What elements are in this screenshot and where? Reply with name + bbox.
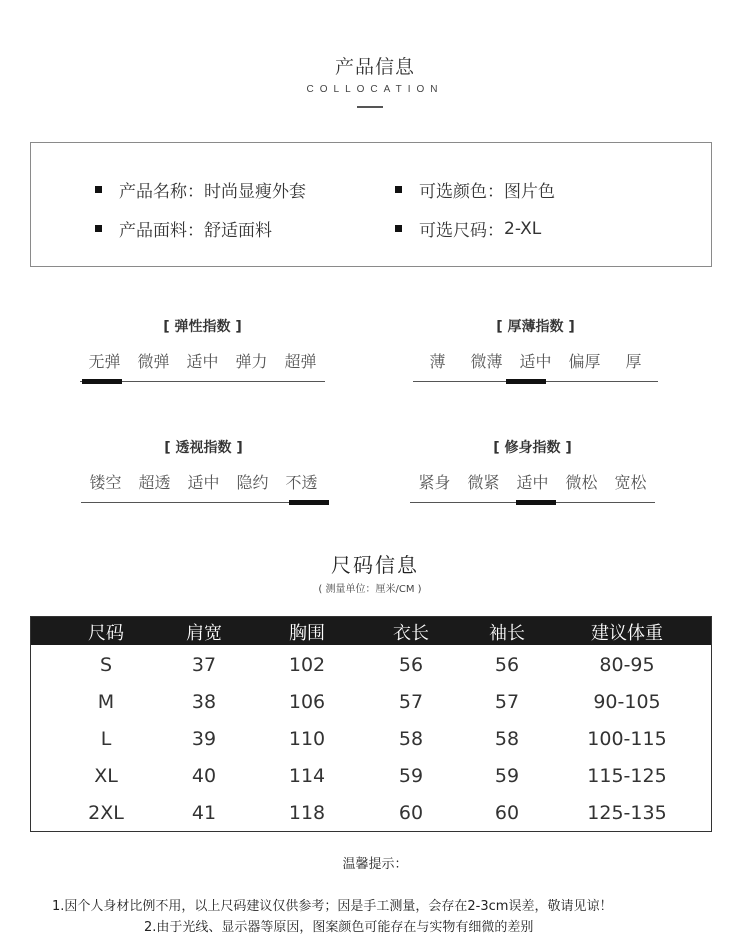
info-value: 2-XL: [504, 218, 542, 239]
scale-option: 微紧: [467, 473, 500, 492]
scale-option: 无弹: [88, 352, 121, 371]
scale-title: [ 弹性指数 ]: [163, 319, 242, 335]
info-label: 可选颜色: [419, 182, 487, 202]
scale-option: 超透: [138, 473, 171, 492]
info-value: 图片色: [504, 182, 555, 202]
table-cell: 106: [288, 691, 326, 713]
info-item-size: 可选尺码 ： 2-XL: [395, 216, 541, 241]
table-cell: 59: [398, 765, 424, 787]
table-row: [31, 728, 711, 765]
size-unit: ( 测量单位：厘米/CM ): [318, 584, 422, 595]
size-title: 尺码信息: [331, 553, 419, 577]
bullet-icon: [395, 225, 402, 232]
scale-option: 薄: [429, 352, 446, 371]
scale-option: 厚: [625, 352, 642, 371]
table-cell: 100-115: [587, 728, 667, 750]
scale-option: 偏厚: [568, 352, 601, 371]
table-cell: 57: [398, 691, 424, 713]
header-cell: 建议体重: [591, 623, 663, 644]
notes-title: 温馨提示：: [342, 857, 408, 872]
scale-title: [ 透视指数 ]: [164, 440, 243, 456]
scale-selected-marker: [289, 500, 329, 505]
table-cell: XL: [94, 765, 118, 787]
scale-selected-marker: [506, 379, 546, 384]
page-title: 产品信息: [334, 56, 415, 78]
note-line: 1.因个人身材比例不用，以上尺码建议仅供参考；因是手工测量，会存在2-3cm误差，敬请见谅！: [52, 899, 613, 914]
table-cell: 90-105: [593, 691, 661, 713]
table-cell: 125-135: [587, 802, 667, 824]
product-info-box: [30, 142, 712, 267]
title-divider: [357, 106, 383, 108]
table-cell: 57: [494, 691, 520, 713]
table-row: [31, 654, 711, 691]
scale-option: 适中: [186, 352, 219, 371]
table-row: [31, 691, 711, 728]
scale-title: [ 厚薄指数 ]: [496, 319, 575, 335]
table-cell: 60: [494, 802, 520, 824]
scale-option: 隐约: [236, 473, 269, 492]
info-item-name: 产品名称 ： 时尚显瘦外套: [95, 177, 306, 202]
table-cell: 114: [288, 765, 326, 787]
table-cell: M: [97, 691, 115, 713]
bullet-icon: [95, 186, 102, 193]
info-value: 舒适面料: [204, 221, 272, 241]
table-cell: 41: [191, 802, 217, 824]
table-cell: 56: [494, 654, 520, 676]
scale-option: 紧身: [418, 473, 451, 492]
page-subtitle: COLLOCATION: [306, 84, 444, 95]
info-item-color: 可选颜色 ： 图片色: [395, 177, 555, 202]
table-cell: 118: [288, 802, 326, 824]
info-label: 产品面料: [119, 221, 187, 241]
header-cell: 胸围: [289, 623, 325, 644]
scale-options: [81, 470, 326, 493]
table-header: [31, 617, 711, 645]
header-cell: 袖长: [489, 623, 525, 644]
scale-selected-marker: [516, 500, 556, 505]
scale-option: 弹力: [235, 352, 268, 371]
table-row: [31, 765, 711, 802]
header-cell: 尺码: [88, 623, 124, 644]
table-cell: 115-125: [587, 765, 667, 787]
table-cell: 60: [398, 802, 424, 824]
scale-option: 微弹: [137, 352, 170, 371]
table-cell: 40: [191, 765, 217, 787]
header-cell: 肩宽: [186, 623, 222, 644]
scale-option: 微松: [565, 473, 598, 492]
scale-option: 适中: [519, 352, 552, 371]
table-row: [31, 802, 711, 839]
scale-options: [410, 470, 655, 493]
table-cell: 58: [494, 728, 520, 750]
table-cell: 38: [191, 691, 217, 713]
scale-option: 适中: [516, 473, 549, 492]
table-cell: 102: [288, 654, 326, 676]
scale-option: 适中: [187, 473, 220, 492]
table-cell: 56: [398, 654, 424, 676]
info-item-fabric: 产品面料 ： 舒适面料: [95, 216, 272, 241]
table-cell: 37: [191, 654, 217, 676]
table-cell: 80-95: [599, 654, 655, 676]
note-line: 2.由于光线、显示器等原因，图案颜色可能存在与实物有细微的差别: [144, 920, 534, 935]
scale-option: 宽松: [614, 473, 647, 492]
info-value: 时尚显瘦外套: [204, 182, 306, 202]
table-cell: 110: [288, 728, 326, 750]
scale-title: [ 修身指数 ]: [493, 440, 572, 456]
table-cell: 39: [191, 728, 217, 750]
scale-option: 超弹: [284, 352, 317, 371]
scale-option: 微薄: [470, 352, 503, 371]
info-label: 产品名称: [119, 182, 187, 202]
scale-options: [80, 349, 325, 372]
scale-options: [413, 349, 658, 372]
table-cell: 59: [494, 765, 520, 787]
table-cell: 58: [398, 728, 424, 750]
size-table: [30, 616, 712, 832]
table-cell: L: [100, 728, 112, 750]
scale-option: 不透: [285, 473, 318, 492]
info-label: 可选尺码: [419, 221, 487, 241]
scale-selected-marker: [82, 379, 122, 384]
header-cell: 衣长: [393, 623, 429, 644]
table-cell: S: [99, 654, 113, 676]
scale-option: 镂空: [89, 473, 122, 492]
bullet-icon: [395, 186, 402, 193]
bullet-icon: [95, 225, 102, 232]
table-cell: 2XL: [88, 802, 124, 824]
